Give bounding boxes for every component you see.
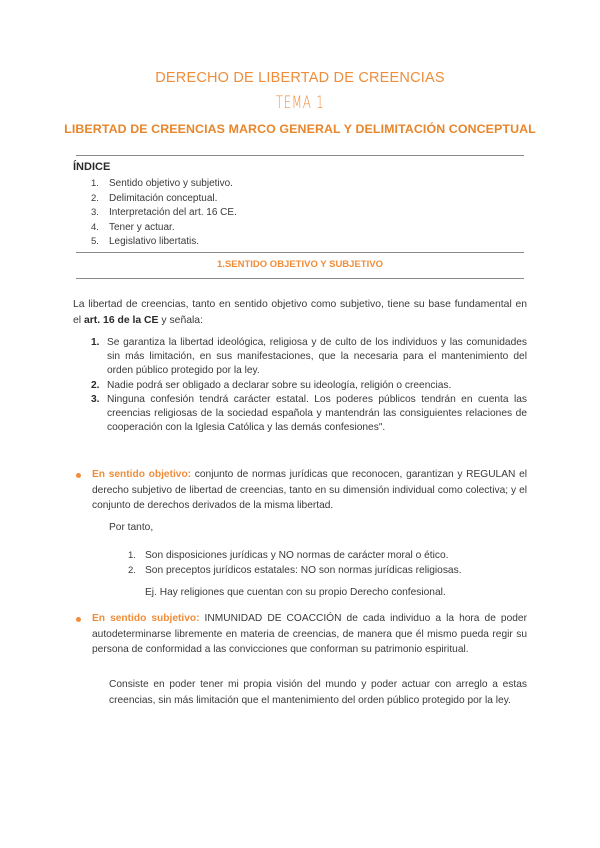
divider bbox=[76, 155, 524, 156]
document-subtitle: LIBERTAD DE CREENCIAS MARCO GENERAL Y DELIMITACIÓN CONCEPTUAL bbox=[64, 122, 536, 136]
index-list bbox=[91, 177, 237, 250]
tema-label: TEMA 1 bbox=[275, 93, 325, 113]
article-item: 3. Ninguna confesión tendrá carácter estatal. Los poderes públicos tendrán en cuenta las creencias religiosas de la sociedad española y mantendrán las consiguientes relaciones de cooperación con la Iglesia Católica y las demás confesiones". bbox=[91, 393, 527, 434]
por-tanto-text: Por tanto, bbox=[109, 522, 154, 533]
bullet-dot bbox=[76, 617, 81, 622]
subjective-paragraph: Consiste en poder tener mi propia visión del mundo y poder actuar con arreglo a estas creencias, sin más limitación que el mantenimiento del orden público protegido por la ley. bbox=[109, 679, 527, 706]
index-item: 5. Legislativo libertatis. bbox=[91, 236, 200, 248]
divider bbox=[76, 278, 524, 279]
index-item: 4. Tener y actuar. bbox=[91, 221, 175, 233]
subjective-bullet: En sentido subjetivo: INMUNIDAD DE COACCIÓN de cada individuo a la hora de poder autodeterminarse libremente en materia de creencias, de manera que él mismo pueda regir su persona de conformidad a las convicciones que conforman su patrimonio espiritual. bbox=[92, 611, 527, 658]
objective-lead: En sentido objetivo: bbox=[92, 469, 192, 480]
section-heading: 1.SENTIDO OBJETIVO Y SUBJETIVO bbox=[217, 259, 383, 270]
sublist-item: 2. Son preceptos jurídicos estatales: NO son normas jurídicas religiosas. bbox=[128, 565, 462, 576]
index-item: 2. Delimitación conceptual. bbox=[91, 192, 218, 204]
article-list bbox=[91, 336, 527, 435]
document-title: DERECHO DE LIBERTAD DE CREENCIAS bbox=[155, 70, 445, 86]
subjective-lead: En sentido subjetivo: bbox=[92, 613, 200, 624]
example-text: Ej. Hay religiones que cuentan con su propio Derecho confesional. bbox=[145, 587, 446, 598]
intro-paragraph: La libertad de creencias, tanto en sentido objetivo como subjetivo, tiene su base fundamental en el art. 16 de la CE y señala: bbox=[73, 299, 527, 326]
sublist-item: 1. Son disposiciones jurídicas y NO normas de carácter moral o ético. bbox=[128, 550, 449, 561]
objective-bullet: En sentido objetivo: conjunto de normas jurídicas que reconocen, garantizan y REGULAN el derecho subjetivo de libertad de creencias, tanto en su dimensión individual como colectiva; y el conjunto de derechos derivados de la misma libertad. bbox=[92, 467, 527, 514]
objective-sublist bbox=[128, 548, 462, 578]
bullet-dot bbox=[76, 473, 81, 478]
article-item: 1. Se garantiza la libertad ideológica, religiosa y de culto de los individuos y las comunidades sin más limitación, en sus manifestaciones, que la necesaria para el mantenimiento del orden público protegido por la ley. bbox=[91, 337, 527, 377]
index-item: 1. Sentido objetivo y subjetivo. bbox=[91, 178, 233, 189]
index-item: 3. Interpretación del art. 16 CE. bbox=[91, 207, 237, 219]
article-item: 2. Nadie podrá ser obligado a declarar sobre su ideología, religión o creencias. bbox=[91, 379, 452, 391]
index-heading: ÍNDICE bbox=[73, 161, 111, 173]
divider bbox=[76, 252, 524, 253]
